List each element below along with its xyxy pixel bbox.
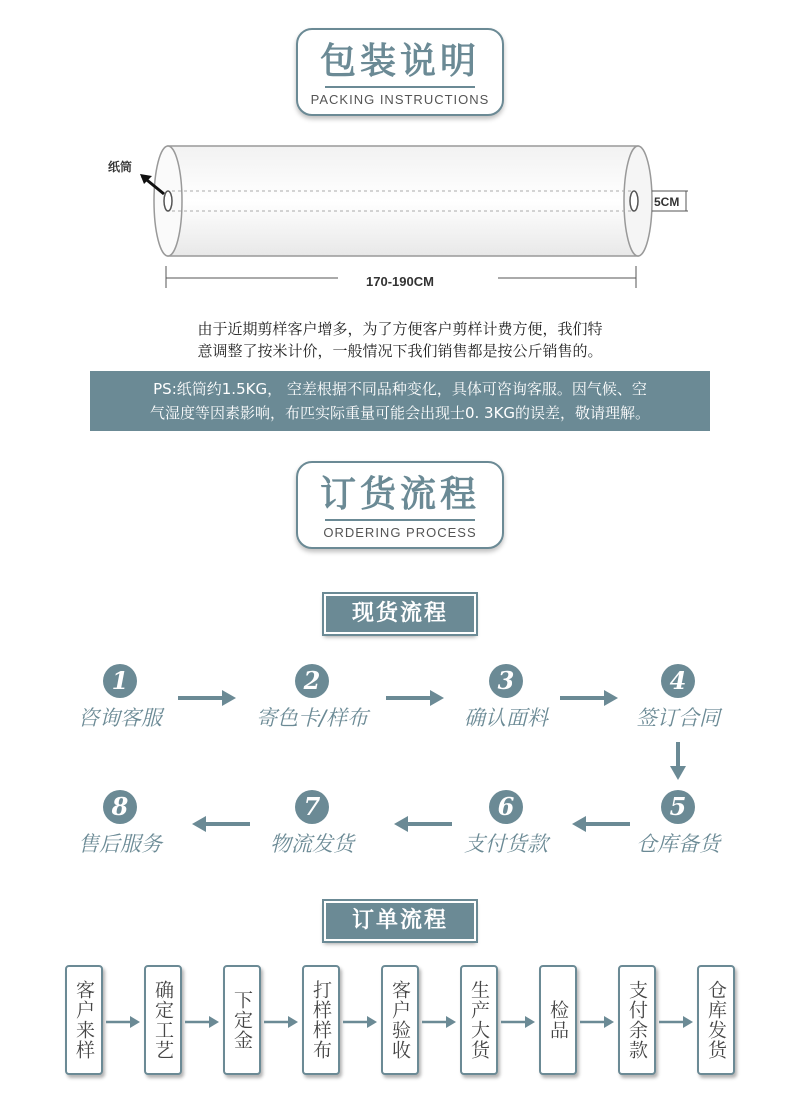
arrow-left-icon [190, 814, 250, 834]
arrow-right-icon [185, 1014, 221, 1030]
arrow-right-icon [343, 1014, 379, 1030]
stock-step-3 [436, 664, 576, 732]
arrow-right-icon [178, 688, 238, 708]
order-step-label: 客户验收 [389, 980, 411, 1060]
arrow-right-icon [386, 688, 446, 708]
order-step-7 [539, 965, 577, 1075]
order-step-5 [381, 965, 419, 1075]
arrow-right-icon [422, 1014, 458, 1030]
step-number: 7 [295, 790, 329, 824]
step-number: 2 [295, 664, 329, 698]
arrow-left-icon [570, 814, 630, 834]
packing-subtitle: PACKING INSTRUCTIONS [310, 92, 490, 107]
arrow-left-icon [392, 814, 452, 834]
step-label: 支付货款 [464, 832, 548, 856]
step-number: 1 [103, 664, 137, 698]
arrow-right-icon [560, 688, 620, 708]
step-number: 4 [661, 664, 695, 698]
order-flow-label: 订单流程 [324, 901, 476, 941]
step-label: 仓库备货 [636, 832, 720, 856]
order-step-label: 确定工艺 [152, 980, 174, 1060]
arrow-right-icon [264, 1014, 300, 1030]
stock-step-4 [608, 664, 748, 732]
packing-title-card [296, 28, 504, 116]
order-step-label: 支付余款 [626, 980, 648, 1060]
stock-step-2 [242, 664, 382, 732]
packing-description [90, 318, 710, 362]
desc-line-1: 由于近期剪样客户增多，为了方便客户剪样计费方便，我们特 [197, 320, 603, 338]
order-step-1 [65, 965, 103, 1075]
stock-step-8 [50, 790, 190, 858]
stock-flow-label: 现货流程 [324, 594, 476, 634]
order-step-label: 生产大货 [468, 980, 490, 1060]
length-label: 170-190CM [366, 274, 434, 289]
step-number: 6 [489, 790, 523, 824]
order-step-6 [460, 965, 498, 1075]
step-number: 5 [661, 790, 695, 824]
title-divider [325, 86, 475, 88]
step-label: 签订合同 [636, 706, 720, 730]
stock-step-1 [50, 664, 190, 732]
note-line-1: PS:纸筒约1.5KG， 空差根据不同品种变化，具体可咨询客服。因气候、空 [153, 380, 647, 398]
packing-title: 包装说明 [319, 41, 480, 82]
packing-note [90, 371, 710, 431]
step-number: 3 [489, 664, 523, 698]
arrow-down-icon [668, 742, 688, 782]
order-step-2 [144, 965, 182, 1075]
order-step-8 [618, 965, 656, 1075]
roll-body [168, 146, 638, 256]
desc-line-2: 意调整了按米计价，一般情况下我们销售都是按公斤销售的。 [197, 342, 603, 360]
diameter-label: 5CM [654, 195, 680, 209]
step-number: 8 [103, 790, 137, 824]
ordering-subtitle: ORDERING PROCESS [323, 525, 477, 540]
step-label: 确认面料 [464, 706, 548, 730]
order-step-label: 客户来样 [73, 980, 95, 1060]
step-label: 咨询客服 [78, 706, 162, 730]
ordering-title-card [296, 461, 504, 549]
arrow-right-icon [659, 1014, 695, 1030]
arrow-right-icon [106, 1014, 142, 1030]
arrow-right-icon [501, 1014, 537, 1030]
tube-label: 纸筒 [108, 160, 133, 174]
order-step-label: 检品 [547, 1000, 569, 1040]
order-step-3 [223, 965, 261, 1075]
step-label: 售后服务 [78, 832, 162, 856]
tube-hole-right [630, 191, 638, 211]
stock-step-6 [436, 790, 576, 858]
order-step-label: 打样样布 [310, 980, 332, 1060]
note-line-2: 气湿度等因素影响，布匹实际重量可能会出现士0. 3KG的误差，敬请理解。 [149, 404, 651, 422]
order-step-9 [697, 965, 735, 1075]
arrow-right-icon [580, 1014, 616, 1030]
tube-hole-left [164, 191, 172, 211]
order-step-label: 下定金 [231, 990, 253, 1050]
order-step-4 [302, 965, 340, 1075]
ordering-title: 订货流程 [319, 474, 480, 515]
stock-step-7 [242, 790, 382, 858]
order-step-label: 仓库发货 [705, 980, 727, 1060]
step-label: 物流发货 [270, 832, 354, 856]
title-divider [325, 519, 475, 521]
step-label: 寄色卡/样布 [255, 706, 369, 730]
